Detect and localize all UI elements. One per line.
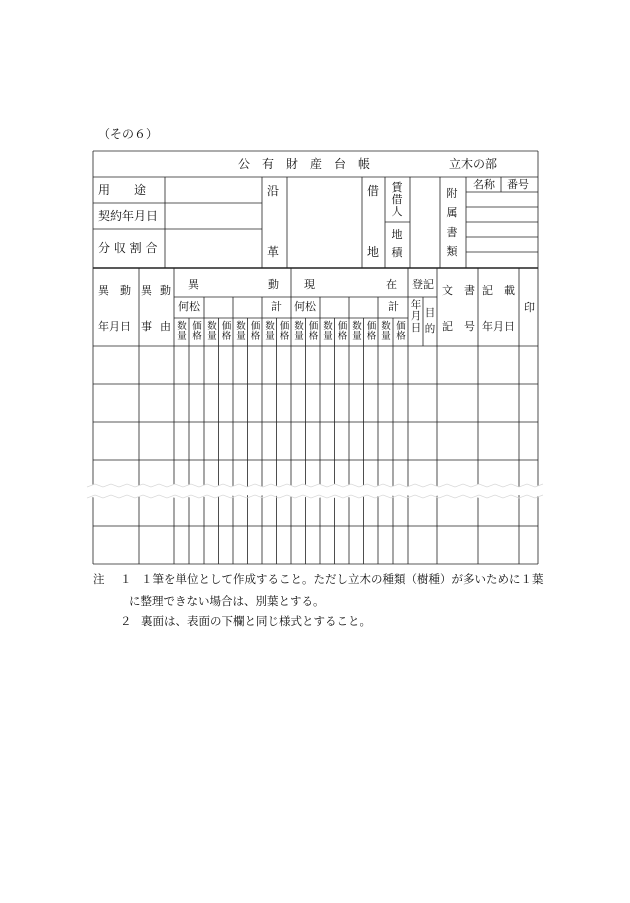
price-label: 価格 [192, 321, 202, 342]
reg-purpose-label: 目的 [424, 307, 436, 335]
current-header-1: 現 [304, 278, 315, 291]
quantity-label: 数量 [265, 321, 275, 342]
current-header-2: 在 [386, 278, 397, 291]
price-label: 価格 [279, 321, 290, 342]
registration-label: 登記 [412, 278, 434, 291]
contract-date-label: 契約年月日 [98, 209, 159, 223]
doc-label-1: 文 書 [442, 284, 475, 297]
record-label-1: 記 載 [482, 284, 515, 297]
price-label: 価格 [250, 321, 261, 342]
annex-name-label: 名称 [473, 178, 495, 191]
change-date-label-2: 年月日 [98, 320, 131, 333]
borrow-label-bottom: 地 [367, 245, 380, 259]
quantity-label: 数量 [177, 321, 187, 342]
note-2-line-1: 裏面は、表面の下欄と同じ様式とすること。 [141, 614, 371, 628]
change-header-2: 動 [268, 278, 279, 291]
change-reason-label-1b: 動 [160, 284, 171, 297]
share-ratio-label: 分 収 割 合 [98, 241, 158, 255]
page-break-gap [87, 484, 543, 498]
annex-documents-label: 附属書類 [446, 187, 458, 258]
change-reason-label-1: 異 [141, 284, 152, 297]
species-label-change: 何松 [178, 300, 200, 313]
history-label-bottom: 革 [267, 245, 280, 259]
quantity-label: 数量 [323, 321, 333, 342]
price-label: 価格 [366, 321, 377, 342]
land-area-label: 地積 [391, 228, 403, 259]
price-label: 価格 [221, 321, 232, 342]
change-date-label-1: 異 動 [98, 284, 131, 297]
history-label-top: 沿 [267, 184, 280, 198]
total-label-change: 計 [271, 300, 282, 313]
price-label: 価格 [308, 321, 319, 342]
quantity-label: 数量 [352, 321, 362, 342]
quantity-label: 数量 [207, 321, 217, 342]
borrow-label-top: 借 [367, 184, 380, 198]
change-reason-label-2: 事 [141, 320, 152, 333]
purpose-label: 用 途 [98, 183, 147, 197]
price-label: 価格 [337, 321, 348, 342]
ledger-title: 公 有 財 産 台 帳 [238, 157, 371, 171]
note-2-number: ２ [120, 614, 132, 628]
quantity-label: 数量 [236, 321, 246, 342]
species-label-current: 何松 [294, 300, 316, 313]
total-label-current: 計 [388, 300, 399, 313]
change-reason-label-2b: 由 [160, 320, 171, 333]
seal-label: 印 [524, 301, 535, 314]
price-label: 価格 [396, 321, 406, 342]
lender-label: 賃借人 [391, 181, 403, 218]
reg-date-label: 年月日 [410, 299, 422, 334]
note-1-line-1: １筆を単位として作成すること。ただし立木の種類（樹種）が多いために１葉 [141, 572, 544, 586]
page-label: （その６） [98, 127, 159, 141]
annex-number-label: 番号 [507, 178, 529, 191]
notes-prefix: 注 [93, 572, 105, 586]
doc-label-2: 記 号 [442, 320, 475, 333]
quantity-label: 数量 [294, 321, 304, 342]
record-label-2: 年月日 [482, 320, 515, 333]
note-1-line-2: に整理できない場合は、別葉とする。 [129, 594, 325, 608]
section-label: 立木の部 [449, 157, 498, 171]
change-header-1: 異 [188, 278, 199, 291]
quantity-label: 数量 [381, 321, 391, 342]
note-1-number: １ [120, 572, 132, 586]
